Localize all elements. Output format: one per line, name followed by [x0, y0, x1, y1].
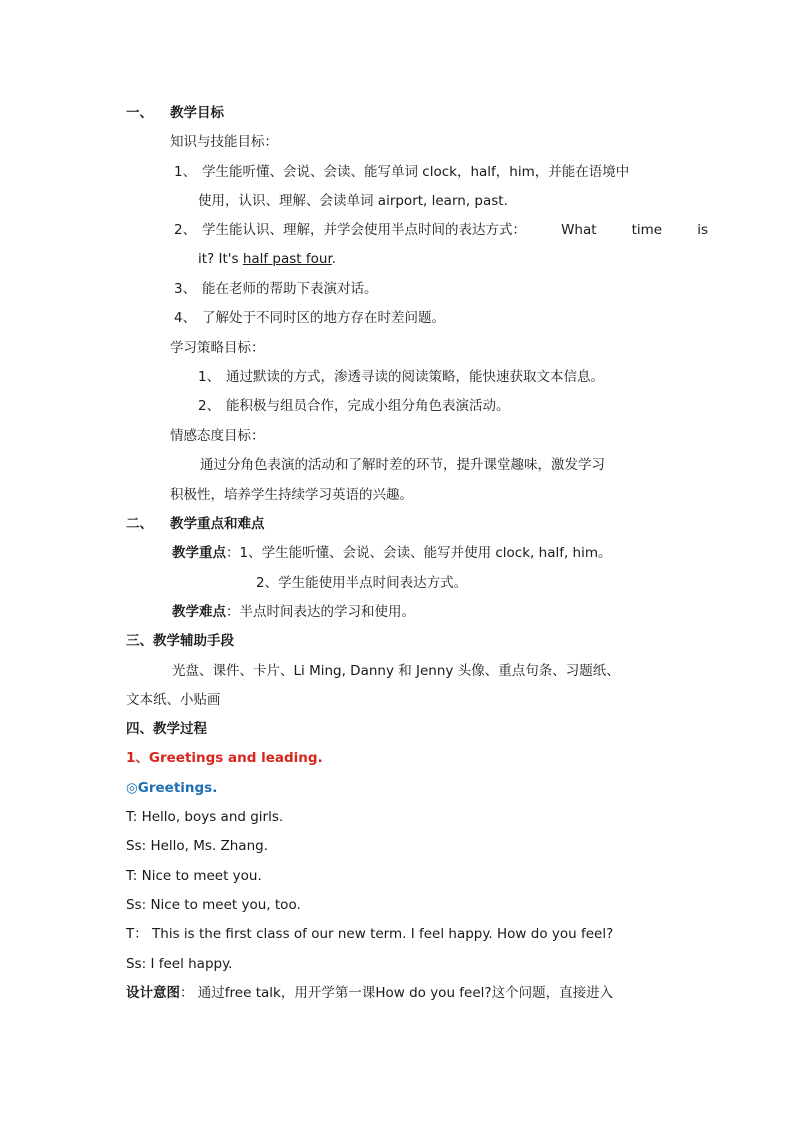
teaching-aids-line-1: 光盘、课件、卡片、Li Ming, Danny 和 Jenny 头像、重点句条、习题纸、 — [172, 663, 620, 679]
item-text-part: is — [697, 222, 708, 238]
strategy-goal-label: 学习策略目标： — [170, 340, 265, 356]
emotion-goal-text-line-1: 通过分角色表演的活动和了解时差的环节，提升课堂趣味，激发学习 — [200, 457, 605, 473]
dialog-line-4: Ss: Nice to meet you, too. — [126, 897, 301, 913]
design-intent — [126, 984, 613, 1002]
section-2-number: 二、 — [126, 516, 153, 532]
item-number: 2、 — [174, 222, 197, 238]
knowledge-item-1 — [174, 163, 629, 181]
knowledge-item-4 — [174, 309, 445, 327]
key-point-text: 1、学生能听懂、会说、会读、能写并使用 clock, half, him。 — [239, 545, 612, 561]
item-text-part: What — [561, 222, 597, 238]
label-colon: ： — [226, 604, 240, 620]
dialog-line-1: T: Hello, boys and girls. — [126, 809, 284, 825]
knowledge-item-3 — [174, 280, 378, 298]
dialog-line-5: T： This is the first class of our new term. I feel happy. How do you feel? — [126, 926, 614, 942]
item-number: 3、 — [174, 281, 197, 297]
teaching-aids-line-2: 文本纸、小贴画 — [126, 692, 221, 708]
design-intent-label: 设计意图 — [126, 985, 180, 1001]
knowledge-item-1-continued: 使用，认识、理解、会读单词 airport, learn, past. — [198, 193, 508, 209]
section-1-number: 一、 — [126, 105, 153, 121]
difficult-point-text: 半点时间表达的学习和使用。 — [239, 604, 415, 620]
item-text: 了解处于不同时区的地方存在时差问题。 — [202, 310, 445, 326]
key-point-label: 教学重点 — [172, 545, 226, 561]
dialog-line-6: Ss: I feel happy. — [126, 956, 233, 972]
item-number: 2、 — [198, 398, 221, 414]
section-4-heading: 四、教学过程 — [126, 721, 207, 737]
greetings-subheading: ◎Greetings. — [126, 780, 218, 796]
key-point-line-1 — [172, 544, 612, 562]
design-intent-text: ： 通过free talk，用开学第一课How do you feel?这个问题，直接进入 — [180, 985, 614, 1001]
knowledge-item-2 — [174, 221, 708, 239]
item-text: it? It's — [198, 251, 243, 267]
item-text: 能积极与组员合作，完成小组分角色表演活动。 — [226, 398, 510, 414]
section-2-heading — [126, 515, 265, 533]
dialog-line-2: Ss: Hello, Ms. Zhang. — [126, 838, 269, 854]
section-1-heading — [126, 104, 224, 122]
item-text-part: time — [631, 222, 663, 238]
underlined-phrase: half past four — [242, 251, 332, 267]
item-number: 1、 — [174, 164, 197, 180]
knowledge-item-2-continued — [198, 250, 336, 268]
strategy-item-1 — [198, 368, 604, 386]
section-2-title: 教学重点和难点 — [170, 516, 265, 532]
item-number: 1、 — [198, 369, 221, 385]
knowledge-goal-label: 知识与技能目标： — [170, 134, 278, 150]
item-text: 学生能听懂、会说、会读、能写单词 clock，half，him，并能在语境中 — [202, 164, 630, 180]
difficult-point — [172, 603, 415, 621]
item-number: 4、 — [174, 310, 197, 326]
strategy-item-2 — [198, 397, 510, 415]
emotion-goal-label: 情感态度目标： — [170, 428, 265, 444]
step-1-heading: 1、Greetings and leading. — [126, 750, 323, 766]
label-colon: ： — [226, 545, 240, 561]
item-text-part: 学生能认识、理解，并学会使用半点时间的表达方式： — [202, 222, 526, 238]
item-text: 能在老师的帮助下表演对话。 — [202, 281, 378, 297]
emotion-goal-text-line-2: 积极性，培养学生持续学习英语的兴趣。 — [170, 487, 413, 503]
difficult-point-label: 教学难点 — [172, 604, 226, 620]
key-point-line-2: 2、学生能使用半点时间表达方式。 — [256, 575, 468, 591]
item-text: . — [331, 251, 337, 267]
dialog-line-3: T: Nice to meet you. — [126, 868, 262, 884]
section-1-title: 教学目标 — [170, 105, 224, 121]
item-text: 通过默读的方式，渗透寻读的阅读策略，能快速获取文本信息。 — [226, 369, 604, 385]
section-3-heading: 三、教学辅助手段 — [126, 633, 234, 649]
